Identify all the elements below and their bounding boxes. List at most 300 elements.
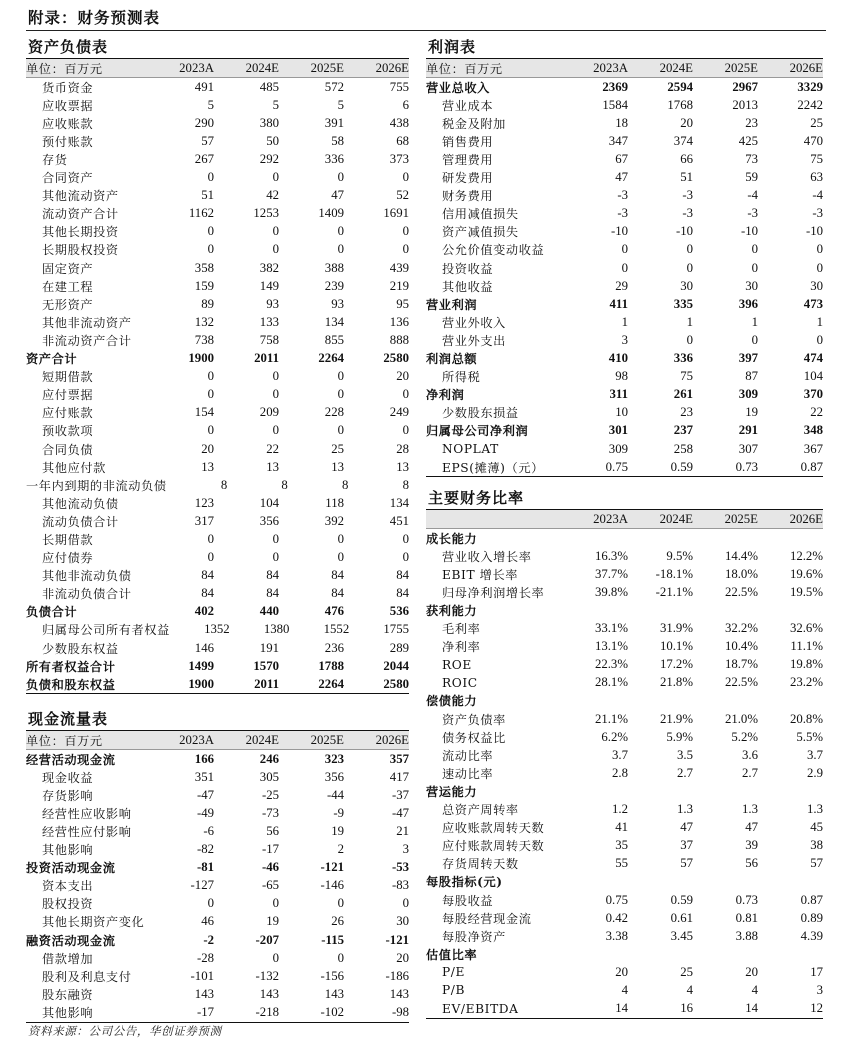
- table-row: [426, 565, 823, 583]
- row-value: 470: [803, 133, 823, 148]
- row-value: 2.8: [612, 765, 628, 780]
- row-label: ROIC: [442, 675, 478, 690]
- row-value: -25: [261, 787, 279, 802]
- row-value: 0: [402, 531, 409, 546]
- row-value: 0: [402, 224, 409, 239]
- row-value: 0: [816, 260, 823, 275]
- row-value: 0: [402, 170, 409, 185]
- row-value: -218: [255, 1004, 279, 1019]
- table-row: [26, 386, 409, 404]
- table-row: [426, 782, 823, 800]
- row-value: 154: [194, 405, 214, 420]
- row-value: -3: [682, 188, 693, 203]
- row-value: 246: [259, 751, 279, 766]
- row-value: 373: [389, 152, 409, 167]
- table-row: [426, 601, 823, 619]
- table-row: [426, 981, 823, 999]
- row-value: 485: [259, 79, 279, 94]
- row-value: 47: [745, 820, 758, 835]
- row-value: 0: [337, 242, 344, 257]
- row-value: 474: [803, 351, 823, 366]
- row-value: -44: [326, 787, 344, 802]
- table-row: [426, 277, 823, 295]
- header-year: 2024E: [245, 60, 279, 75]
- row-value: 84: [201, 568, 214, 583]
- row-value: 2264: [318, 676, 344, 691]
- row-value: 0: [402, 896, 409, 911]
- row-value: 20: [745, 964, 758, 979]
- table-row: [426, 891, 823, 909]
- row-value: -65: [261, 878, 279, 893]
- row-value: 0.42: [605, 910, 628, 925]
- row-value: 84: [396, 586, 409, 601]
- header-year: 2025E: [310, 732, 344, 747]
- row-label: 每股净资产: [442, 929, 506, 944]
- row-value: -37: [391, 787, 409, 802]
- table-row: [26, 476, 409, 494]
- row-value: 14: [745, 1001, 758, 1016]
- row-value: -156: [320, 968, 344, 983]
- row-label: 其他长期资产变化: [42, 915, 145, 930]
- row-value: 367: [803, 441, 823, 456]
- row-label: 现金收益: [42, 770, 94, 785]
- table-row: [426, 764, 823, 782]
- row-label: 每股指标(元): [426, 875, 503, 890]
- row-value: 39: [745, 838, 758, 853]
- table-row: [26, 404, 409, 422]
- row-label: 其他应付款: [42, 460, 106, 475]
- row-label: 负债合计: [26, 605, 78, 620]
- table-row: [26, 786, 409, 804]
- row-value: 4: [686, 982, 693, 997]
- row-label: 经营性应付影响: [42, 825, 132, 840]
- row-value: 0.75: [605, 459, 628, 474]
- row-value: 3329: [797, 79, 823, 94]
- table-row: [26, 114, 409, 132]
- row-value: 19.6%: [789, 566, 823, 581]
- row-value: -121: [385, 932, 409, 947]
- header-year: 2024E: [245, 732, 279, 747]
- row-value: 0: [272, 950, 279, 965]
- row-value: 5: [272, 97, 279, 112]
- row-label: 总资产周转率: [442, 803, 519, 818]
- table-row: [26, 78, 409, 96]
- row-value: 16: [680, 1001, 693, 1016]
- table-row: [26, 187, 409, 205]
- row-value: 309: [738, 387, 758, 402]
- row-value: 292: [259, 152, 279, 167]
- row-label: 货币资金: [42, 80, 94, 95]
- row-value: 104: [803, 369, 823, 384]
- row-value: 738: [194, 332, 214, 347]
- row-value: -10: [610, 224, 628, 239]
- row-value: 143: [389, 986, 409, 1001]
- table-row: [426, 819, 823, 837]
- row-value: 1: [686, 314, 693, 329]
- row-value: 47: [615, 170, 628, 185]
- row-label: 其他收益: [442, 279, 494, 294]
- row-value: 0.73: [735, 459, 758, 474]
- row-value: 2.9: [807, 765, 823, 780]
- table-row: [426, 150, 823, 168]
- row-label: 非流动负债合计: [42, 587, 132, 602]
- row-value: 402: [194, 604, 214, 619]
- row-value: 1570: [253, 658, 279, 673]
- row-label: 流动资产合计: [42, 207, 119, 222]
- ratios-title: 主要财务比率: [428, 489, 525, 507]
- row-value: 18.0%: [724, 566, 758, 581]
- row-value: 3.45: [670, 928, 693, 943]
- row-value: 143: [259, 986, 279, 1001]
- row-label: 其他影响: [42, 1005, 94, 1020]
- table-row: [426, 945, 823, 963]
- row-value: 1755: [383, 622, 409, 637]
- row-value: 32.6%: [789, 621, 823, 636]
- row-value: 356: [259, 513, 279, 528]
- row-value: -4: [747, 188, 758, 203]
- row-label: 资本支出: [42, 879, 94, 894]
- row-value: 451: [389, 513, 409, 528]
- header-year: 2026E: [789, 511, 823, 526]
- row-value: -17: [196, 1004, 214, 1019]
- row-value: 0: [207, 170, 214, 185]
- table-row: [426, 169, 823, 187]
- row-value: 440: [259, 604, 279, 619]
- row-value: 0.73: [735, 892, 758, 907]
- row-value: 261: [673, 387, 693, 402]
- row-value: -127: [190, 878, 214, 893]
- table-row: [26, 458, 409, 476]
- table-row: [26, 150, 409, 168]
- row-value: 1691: [383, 206, 409, 221]
- table-row: [26, 205, 409, 223]
- row-value: -47: [196, 787, 214, 802]
- row-value: 25: [680, 964, 693, 979]
- header-unit-label: 单位：百万元: [26, 61, 103, 76]
- row-value: -10: [740, 224, 758, 239]
- table-row: [426, 855, 823, 873]
- row-label: 应收账款: [42, 116, 94, 131]
- row-value: 391: [324, 115, 344, 130]
- row-label: 经营性应收影响: [42, 806, 132, 821]
- row-label: 营业外收入: [442, 315, 506, 330]
- table-row: [426, 801, 823, 819]
- row-value: -98: [391, 1004, 409, 1019]
- row-value: 6.2%: [601, 729, 628, 744]
- row-value: 104: [259, 495, 279, 510]
- row-label: 存货周转天数: [442, 857, 519, 872]
- row-value: 0: [272, 387, 279, 402]
- row-label: 流动负债合计: [42, 514, 119, 529]
- row-value: 397: [738, 351, 758, 366]
- row-value: 0.81: [735, 910, 758, 925]
- table-row: [26, 768, 409, 786]
- row-value: 267: [194, 152, 214, 167]
- row-value: 356: [324, 769, 344, 784]
- row-value: 13: [331, 459, 344, 474]
- row-value: 2011: [254, 676, 279, 691]
- row-value: 21.9%: [659, 711, 693, 726]
- header-unit-label: 单位：百万元: [26, 733, 103, 748]
- row-value: 410: [608, 351, 628, 366]
- row-value: 31.9%: [659, 621, 693, 636]
- table-row: [426, 114, 823, 132]
- row-value: 0: [402, 423, 409, 438]
- header-year: 2024E: [659, 511, 693, 526]
- row-value: 56: [266, 824, 279, 839]
- table-row: [426, 873, 823, 891]
- table-row: [426, 583, 823, 601]
- row-value: 134: [324, 314, 344, 329]
- row-value: -53: [391, 860, 409, 875]
- row-value: 8: [220, 477, 228, 492]
- row-label: 利润总额: [426, 352, 478, 367]
- row-label: 营业外支出: [442, 333, 506, 348]
- table-row: [426, 96, 823, 114]
- row-value: 26: [331, 914, 344, 929]
- row-label: 其他长期投资: [42, 225, 119, 240]
- balance-sheet-header: [26, 58, 409, 78]
- row-label: 其他非流动资产: [42, 315, 132, 330]
- row-label: P/B: [442, 983, 466, 998]
- row-value: 191: [259, 640, 279, 655]
- row-label: 非流动资产合计: [42, 333, 132, 348]
- row-label: 存货: [42, 153, 68, 168]
- table-row: [26, 530, 409, 548]
- row-value: 13: [201, 459, 214, 474]
- table-row: [26, 877, 409, 895]
- table-row: [426, 963, 823, 981]
- table-row: [26, 223, 409, 241]
- table-row: [426, 259, 823, 277]
- row-value: 2967: [732, 79, 758, 94]
- row-value: 22.5%: [724, 675, 758, 690]
- row-label: ROE: [442, 657, 472, 672]
- row-value: 351: [194, 769, 214, 784]
- row-value: 67: [615, 152, 628, 167]
- row-value: 14: [615, 1001, 628, 1016]
- table-row: [26, 985, 409, 1003]
- page-title: 附录：财务预测表: [28, 9, 161, 27]
- table-row: [426, 440, 823, 458]
- row-value: 317: [194, 513, 214, 528]
- row-value: 0: [272, 896, 279, 911]
- row-value: 13: [396, 459, 409, 474]
- table-row: [26, 931, 409, 949]
- row-value: -115: [321, 932, 344, 947]
- row-value: 0: [337, 170, 344, 185]
- row-value: 19: [745, 405, 758, 420]
- row-value: 30: [810, 278, 823, 293]
- row-value: 438: [389, 115, 409, 130]
- row-value: 30: [396, 914, 409, 929]
- row-value: 0: [751, 332, 758, 347]
- table-row: [26, 621, 409, 639]
- table-row: [426, 205, 823, 223]
- row-value: 258: [673, 441, 693, 456]
- row-label: 成长能力: [426, 531, 478, 546]
- row-value: 0: [337, 369, 344, 384]
- row-value: 66: [680, 152, 693, 167]
- row-value: 2.7: [677, 765, 693, 780]
- table-row: [26, 1003, 409, 1021]
- row-value: 19.8%: [789, 657, 823, 672]
- row-label: 应收票据: [42, 98, 94, 113]
- row-value: 572: [324, 79, 344, 94]
- row-value: 1.3: [807, 802, 823, 817]
- row-value: -4: [812, 188, 823, 203]
- row-value: 1: [621, 314, 628, 329]
- row-value: 476: [324, 604, 344, 619]
- row-label: 预付账款: [42, 134, 94, 149]
- table-row: [426, 710, 823, 728]
- row-label: 信用减值损失: [442, 207, 519, 222]
- row-value: 84: [331, 568, 344, 583]
- table-row: [426, 638, 823, 656]
- row-value: 0: [272, 242, 279, 257]
- row-label: 毛利率: [442, 622, 481, 637]
- row-value: 23.2%: [789, 675, 823, 690]
- row-value: 6: [402, 97, 409, 112]
- row-label: 合同负债: [42, 442, 94, 457]
- row-value: 10.1%: [659, 639, 693, 654]
- row-value: 1900: [188, 676, 214, 691]
- row-value: 0: [337, 950, 344, 965]
- row-label: 经营活动现金流: [26, 752, 116, 767]
- row-value: 25: [810, 115, 823, 130]
- row-value: 323: [324, 751, 344, 766]
- row-value: 84: [396, 568, 409, 583]
- row-value: 3.5: [677, 747, 693, 762]
- source-note: 资料来源：公司公告，华创证券预测: [28, 1024, 222, 1038]
- row-value: -28: [196, 950, 214, 965]
- row-label: 净利率: [442, 640, 481, 655]
- row-label: 应付账款周转天数: [442, 839, 545, 854]
- row-value: 311: [609, 387, 628, 402]
- row-label: 每股经营现金流: [442, 911, 532, 926]
- row-label: 财务费用: [442, 189, 494, 204]
- cash-flow-title: 现金流量表: [28, 710, 109, 728]
- row-value: 2013: [732, 97, 758, 112]
- row-value: 2369: [602, 79, 628, 94]
- row-value: -10: [675, 224, 693, 239]
- row-value: 0: [686, 332, 693, 347]
- table-row: [426, 187, 823, 205]
- table-row: [426, 620, 823, 638]
- row-value: 388: [324, 260, 344, 275]
- row-value: 1900: [188, 351, 214, 366]
- row-label: 营运能力: [426, 784, 478, 799]
- row-label: 应付票据: [42, 388, 94, 403]
- row-value: 0: [686, 260, 693, 275]
- row-value: 39.8%: [594, 584, 628, 599]
- row-value: -49: [196, 805, 214, 820]
- table-row: [26, 132, 409, 150]
- row-value: -3: [682, 206, 693, 221]
- row-value: 89: [201, 296, 214, 311]
- row-label: 债务权益比: [442, 730, 506, 745]
- table-row: [426, 746, 823, 764]
- row-value: -102: [320, 1004, 344, 1019]
- row-value: 3.38: [605, 928, 628, 943]
- table-row: [26, 585, 409, 603]
- table-row: [426, 692, 823, 710]
- row-value: 19: [266, 914, 279, 929]
- row-value: 0: [272, 170, 279, 185]
- row-value: 58: [331, 133, 344, 148]
- row-label: 资产合计: [26, 352, 78, 367]
- row-value: 1768: [667, 97, 693, 112]
- row-value: 37.7%: [594, 566, 628, 581]
- row-value: 3: [621, 332, 628, 347]
- row-value: 0: [337, 896, 344, 911]
- row-label: 股利及利息支付: [42, 969, 132, 984]
- row-value: 57: [810, 856, 823, 871]
- row-label: 融资活动现金流: [26, 933, 116, 948]
- row-value: 219: [389, 278, 409, 293]
- row-value: 10.4%: [724, 639, 758, 654]
- row-label: 公允价值变动收益: [442, 243, 545, 258]
- row-value: 5: [207, 97, 214, 112]
- row-label: 净利润: [426, 388, 465, 403]
- row-value: 0: [816, 332, 823, 347]
- row-label: 长期股权投资: [42, 243, 119, 258]
- row-value: 1409: [318, 206, 344, 221]
- row-value: 348: [803, 423, 823, 438]
- row-value: 37: [680, 838, 693, 853]
- table-row: [426, 350, 823, 368]
- row-value: 42: [266, 188, 279, 203]
- row-value: 16.3%: [594, 548, 628, 563]
- row-value: 12.2%: [789, 548, 823, 563]
- row-value: 1499: [188, 658, 214, 673]
- table-row: [426, 404, 823, 422]
- row-value: 2044: [383, 658, 409, 673]
- row-value: 2580: [383, 351, 409, 366]
- row-value: 123: [194, 495, 214, 510]
- row-label: 销售费用: [442, 134, 494, 149]
- row-value: 336: [673, 351, 693, 366]
- header-year: 2023A: [179, 60, 214, 75]
- row-value: 291: [738, 423, 758, 438]
- row-value: 0.59: [670, 459, 693, 474]
- table-row: [26, 949, 409, 967]
- row-label: EV/EBITDA: [442, 1001, 519, 1016]
- row-label: NOPLAT: [442, 442, 499, 457]
- row-value: 63: [810, 170, 823, 185]
- row-value: 0: [621, 260, 628, 275]
- row-value: 87: [745, 369, 758, 384]
- header-year: 2023A: [593, 511, 628, 526]
- row-value: -81: [196, 860, 214, 875]
- row-label: 股权投资: [42, 897, 94, 912]
- table-row: [26, 96, 409, 114]
- row-value: 755: [389, 79, 409, 94]
- row-value: 0: [402, 550, 409, 565]
- row-value: 20: [680, 115, 693, 130]
- row-value: 8: [342, 477, 349, 492]
- row-label: P/E: [442, 965, 466, 980]
- header-year: 2025E: [724, 60, 758, 75]
- row-value: 1380: [263, 622, 290, 637]
- row-label: 营业总收入: [426, 80, 490, 95]
- table-row: [26, 259, 409, 277]
- row-value: 21.8%: [659, 675, 693, 690]
- row-value: -46: [261, 860, 279, 875]
- row-value: 30: [745, 278, 758, 293]
- row-value: 35: [615, 838, 628, 853]
- row-value: 1788: [318, 658, 344, 673]
